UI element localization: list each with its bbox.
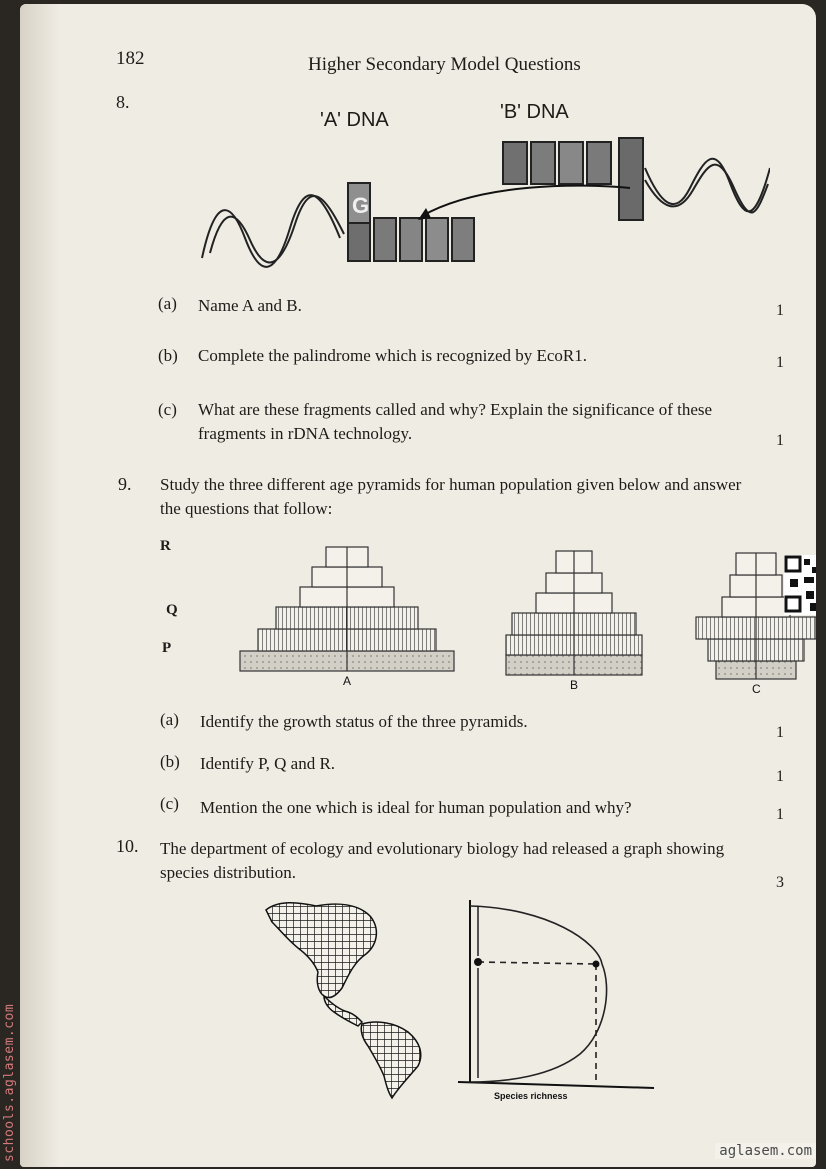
q10-mark: 3 [776, 874, 784, 891]
q9c-label: (c) [160, 794, 179, 813]
q10-text-line1: The department of ecology and evolutionary biology had released a graph showing [160, 839, 725, 858]
curve-marker-dot [593, 961, 600, 968]
q9b-text: Identify P, Q and R. [200, 754, 336, 773]
q10-number: 10. [116, 836, 139, 856]
a-block [452, 218, 474, 261]
q8c-text-line1: What are these fragments called and why? Explain the significance of these [198, 400, 713, 419]
q9a-mark: 1 [776, 724, 784, 741]
q9-text-line2: the questions that follow: [160, 499, 333, 518]
q9c-mark: 1 [776, 806, 784, 823]
a-block [400, 218, 422, 261]
b-block [531, 142, 555, 184]
q9b-label: (b) [160, 752, 180, 771]
b-block [559, 142, 583, 184]
central-america [324, 996, 362, 1026]
row-label-q: Q [166, 602, 178, 618]
q8-number: 8. [116, 92, 130, 112]
q8a-text: Name A and B. [198, 296, 302, 315]
dna-a-label: 'A' DNA [320, 109, 389, 131]
qr-code [784, 555, 816, 615]
age-pyramids-figure [230, 539, 816, 699]
q8-dna-figure [190, 88, 770, 268]
row-label-r: R [160, 538, 171, 554]
b-block [587, 142, 611, 184]
americas-map [266, 903, 376, 998]
richness-curve [470, 906, 607, 1082]
q9-text-line1: Study the three different age pyramids for human population given below and answer [160, 475, 742, 494]
arrow-head-icon [418, 208, 431, 220]
a-block [348, 223, 370, 261]
species-figure [258, 892, 658, 1107]
q8a-mark: 1 [776, 302, 784, 319]
transfer-arrow [422, 186, 630, 216]
a-block [426, 218, 448, 261]
graph-x-label: Species richness [494, 1091, 568, 1101]
helix-b-strand-2 [645, 165, 768, 213]
corner-watermark: aglasem.com [715, 1143, 816, 1159]
q9c-text: Mention the one which is ideal for human population and why? [200, 798, 632, 817]
pyramid-b [506, 551, 642, 692]
helix-a-strand-1 [202, 195, 340, 267]
page-number: 182 [116, 48, 145, 69]
q8a-label: (a) [158, 294, 177, 313]
b-block-long [619, 138, 643, 220]
q10-text-line2: species distribution. [160, 863, 296, 882]
dna-b-label: 'B' DNA [500, 101, 569, 123]
row-label-p: P [162, 640, 172, 656]
side-watermark: schools.aglasem.com [2, 1003, 17, 1162]
pyramid-a [240, 547, 454, 688]
marker-h-line [478, 962, 596, 964]
q8c-text-line2: fragments in rDNA technology. [198, 424, 413, 443]
q9-number: 9. [118, 474, 132, 494]
base-letter: G [352, 193, 370, 218]
a-block [374, 218, 396, 261]
b-block [503, 142, 527, 184]
q9a-text: Identify the growth status of the three pyramids. [200, 712, 528, 731]
q9b-mark: 1 [776, 768, 784, 785]
pyramid-b-label: B [570, 678, 579, 692]
pyramid-c-label: C [752, 682, 761, 696]
graph-x-axis [458, 1082, 654, 1088]
axis-marker-dot [474, 958, 482, 966]
pyramid-c [696, 553, 816, 696]
q8c-mark: 1 [776, 432, 784, 449]
page-gutter-shadow [20, 4, 60, 1167]
q8b-text: Complete the palindrome which is recognized by EcoR1. [198, 346, 588, 365]
q8b-label: (b) [158, 346, 178, 365]
pyramid-a-label: A [343, 674, 352, 688]
q8c-label: (c) [158, 400, 177, 419]
book-page [20, 4, 816, 1167]
south-america [361, 1022, 421, 1098]
q8b-mark: 1 [776, 354, 784, 371]
running-title: Higher Secondary Model Questions [308, 54, 581, 75]
q9a-label: (a) [160, 710, 179, 729]
